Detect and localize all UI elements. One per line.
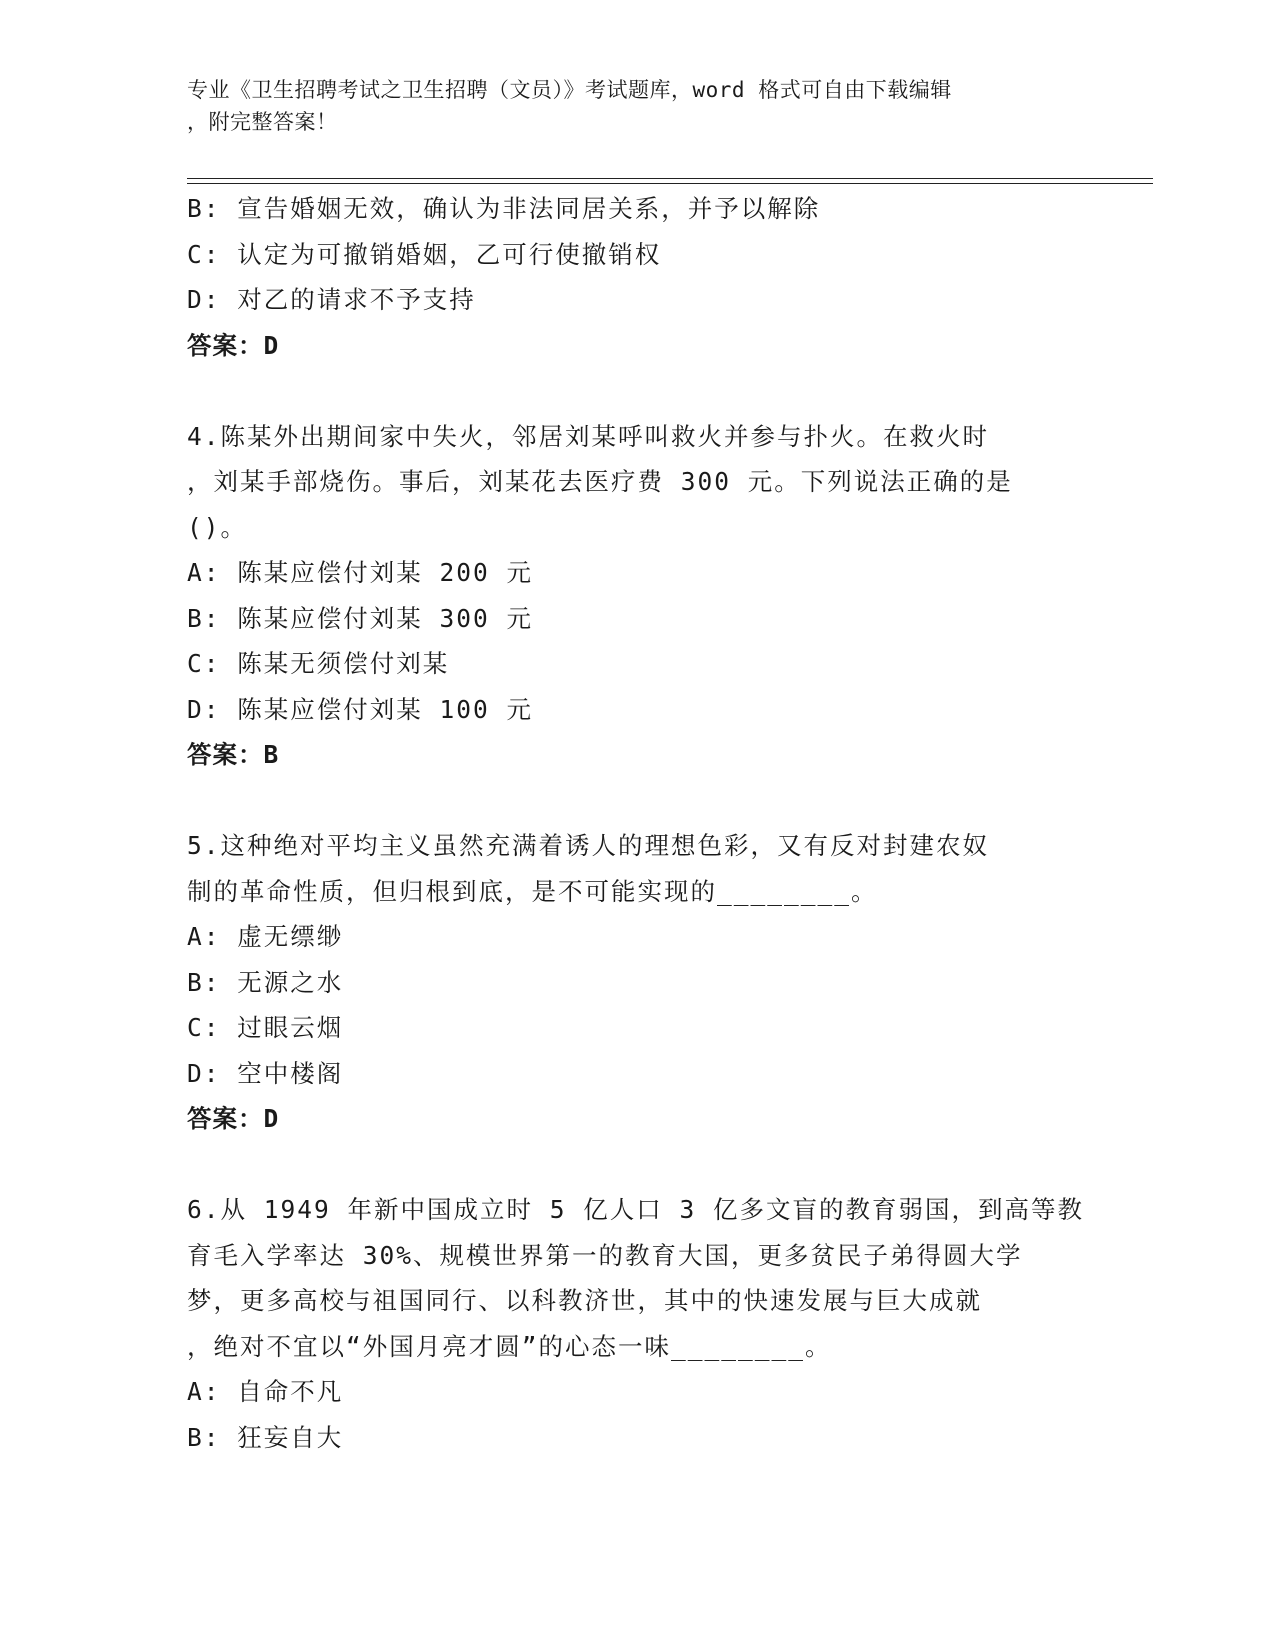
option-c: C: 过眼云烟 (187, 1013, 344, 1042)
option-b: B: 狂妄自大 (187, 1422, 344, 1452)
header-line-1: 专业《卫生招聘考试之卫生招聘（文员）》考试题库，word 格式可自由下载编辑 (187, 78, 952, 102)
spacer (187, 778, 1087, 824)
question-4 (187, 414, 1087, 778)
document-body (187, 186, 1087, 1460)
option-c: C: 认定为可撤销婚姻，乙可行使撤销权 (187, 239, 662, 269)
option-d: D: 空中楼阁 (187, 1058, 344, 1088)
answer-line: 答案：D (187, 1104, 280, 1133)
option-b: B: 陈某应偿付刘某 300 元 (187, 603, 534, 633)
question-stem-line: ，刘某手部烧伤。事后，刘某花去医疗费 300 元。下列说法正确的是 (187, 467, 1013, 496)
option-a: A: 虚无缥缈 (187, 922, 344, 951)
option-d: D: 对乙的请求不予支持 (187, 285, 476, 314)
header-line-2: ，附完整答案！ (187, 110, 338, 134)
question-stem-line: 育毛入学率达 30%、规模世界第一的教育大国，更多贫民子弟得圆大学 (187, 1240, 1023, 1270)
spacer (187, 1142, 1087, 1188)
question-stem-line: 4.陈某外出期间家中失火，邻居刘某呼叫救火并参与扑火。在救火时 (187, 421, 989, 451)
option-b: B: 无源之水 (187, 967, 344, 997)
header-rule-bottom (187, 183, 1153, 184)
question-stem-line: 5.这种绝对平均主义虽然充满着诱人的理想色彩，又有反对封建农奴 (187, 831, 989, 860)
option-c: C: 陈某无须偿付刘某 (187, 649, 450, 678)
question-6 (187, 1187, 1087, 1460)
option-b: B: 宣告婚姻无效，确认为非法同居关系，并予以解除 (187, 194, 821, 223)
question-stem-line: ()。 (187, 512, 248, 542)
question-stem-line: 梦，更多高校与祖国同行、以科教济世，其中的快速发展与巨大成就 (187, 1286, 982, 1315)
header-rule-top (187, 178, 1153, 179)
question-stem-line: 6.从 1949 年新中国成立时 5 亿人口 3 亿多文盲的教育弱国，到高等教 (187, 1195, 1085, 1224)
question-5 (187, 823, 1087, 1142)
answer-line: 答案：B (187, 740, 280, 769)
question-stem-line: ，绝对不宜以“外国月亮才圆”的心态一味________。 (187, 1331, 832, 1361)
answer-line: 答案：D (187, 330, 280, 360)
question-stem-line: 制的革命性质，但归根到底，是不可能实现的________。 (187, 876, 878, 906)
option-a: A: 自命不凡 (187, 1377, 344, 1406)
option-d: D: 陈某应偿付刘某 100 元 (187, 694, 534, 724)
page-header (187, 74, 1067, 138)
question-3-continued (187, 186, 1087, 368)
option-a: A: 陈某应偿付刘某 200 元 (187, 558, 534, 587)
spacer (187, 368, 1087, 414)
